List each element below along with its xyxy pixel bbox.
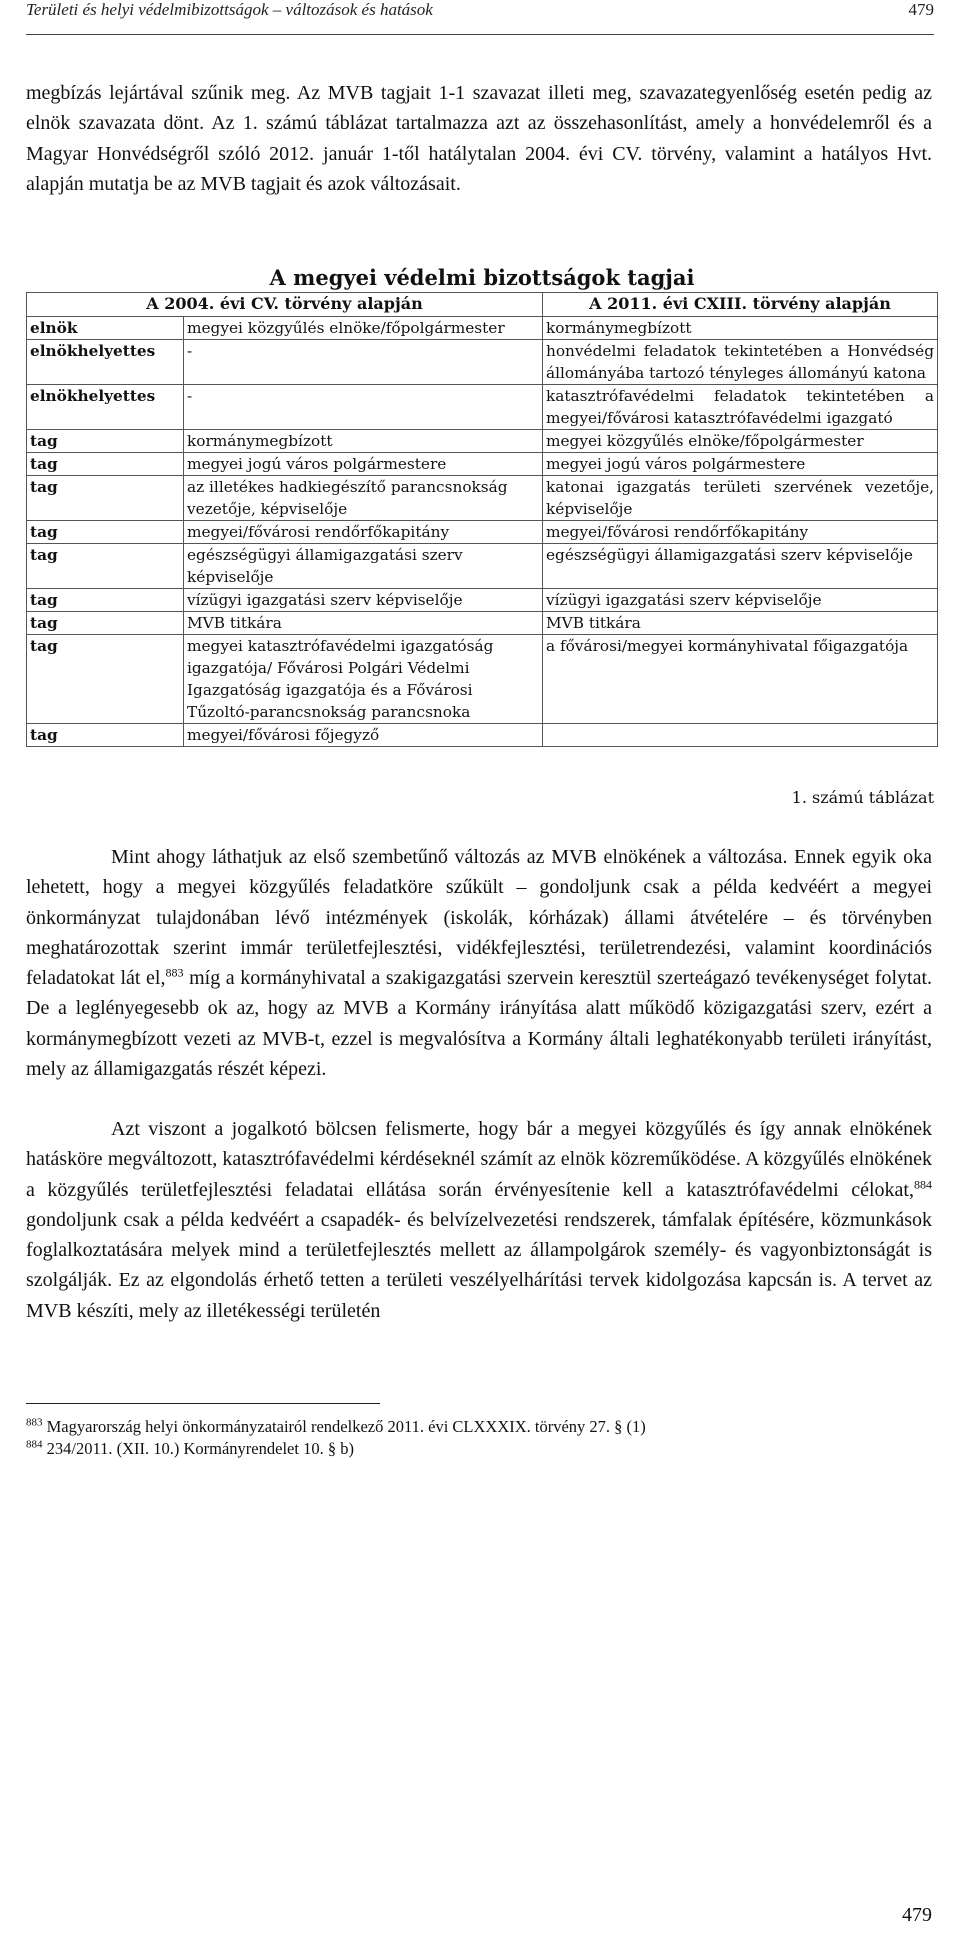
- paragraph-2-text-a: Azt viszont a jogalkotó bölcsen felismerte, hogy bár a megyei közgyűlés és így annak elnökének hatásköre megváltozott, katasztrófavédelmi kérdéseknél számít az elnök közreműködése. A közgyűlés elnökének a közgyűlés területfejlesztési feladatai ellátása során érvényesítenie kell a katasztrófavédelmi célokat,: [26, 1118, 932, 1201]
- cell-old: megyei közgyűlés elnöke/főpolgármester: [184, 317, 543, 340]
- footnote-text: Magyarország helyi önkormányzatairól rendelkező 2011. évi CLXXXIX. törvény 27. § (1): [46, 1417, 646, 1436]
- table-row: [27, 385, 938, 430]
- footnote-884: [26, 1438, 354, 1460]
- cell-new: megyei közgyűlés elnöke/főpolgármester: [543, 430, 938, 453]
- table-row: [27, 544, 938, 589]
- cell-new: egészségügyi államigazgatási szerv képviselője: [543, 544, 938, 589]
- cell-old: megyei/fővárosi rendőrfőkapitány: [184, 521, 543, 544]
- table-row: [27, 589, 938, 612]
- footnote-separator: [26, 1403, 380, 1404]
- table-row: [27, 612, 938, 635]
- footnote-ref-883[interactable]: 883: [165, 965, 184, 980]
- column-header-2011: A 2011. évi CXIII. törvény alapján: [543, 293, 938, 317]
- paragraph-1-text-b: míg a kormányhivatal a szakigazgatási szervein keresztül szerteágazó tevékenységet folytat. De a leglényegesebb ok az, hogy az MVB a Kormány irányítása alatt működő közigazgatási szerv, ezért a kormánymegbízott vezeti az MVB-t, ezzel is megvalósítva a Kormány általi leghatékonyabb területi irányítást, mely az államigazgatás részét képezi.: [26, 967, 933, 1081]
- cell-new: vízügyi igazgatási szerv képviselője: [543, 589, 938, 612]
- table-body: [27, 317, 938, 747]
- cell-new: katasztrófavédelmi feladatok tekintetében a megyei/fővárosi katasztrófavédelmi igazgató: [543, 385, 938, 430]
- column-header-2004: A 2004. évi CV. törvény alapján: [27, 293, 543, 317]
- cell-old: -: [184, 340, 543, 385]
- cell-old: -: [184, 385, 543, 430]
- cell-new: megyei/fővárosi rendőrfőkapitány: [543, 521, 938, 544]
- cell-old: kormánymegbízott: [184, 430, 543, 453]
- table-row: [27, 317, 938, 340]
- cell-role: tag: [27, 589, 184, 612]
- cell-role: tag: [27, 544, 184, 589]
- footnote-text: 234/2011. (XII. 10.) Kormányrendelet 10. § b): [46, 1439, 354, 1458]
- cell-old: megyei jogú város polgármestere: [184, 453, 543, 476]
- intro-paragraph: megbízás lejártával szűnik meg. Az MVB tagjait 1-1 szavazat illeti meg, szavazategyenlőség esetén pedig az elnök szavazata dönt. Az 1. számú táblázat tartalmazza azt az összehasonlítást, amely a honvédelemről és a Magyar Honvédségről szóló 2012. január 1-től hatálytalan 2004. évi CV. törvény, valamint a hatályos Hvt. alapján mutatja be az MVB tagjait és azok változásait.: [26, 82, 932, 195]
- running-header: [26, 0, 934, 26]
- running-header-title: Területi és helyi védelmibizottságok – változások és hatások: [26, 0, 433, 19]
- cell-role: tag: [27, 521, 184, 544]
- header-rule: [26, 34, 934, 35]
- cell-role: tag: [27, 476, 184, 521]
- paragraph-2-text-b: gondoljunk csak a példa kedvéért a csapadék- és belvízelvezetési rendszerek, támfalak építésére, közmunkások foglalkoztatására melyek mind a területfejlesztés mellett az állampolgárok személy- és vagyonbiztonságát is szolgálják. Ez az elgondolás érhető tetten a területi veszélyelhárítási tervek kidolgozása kapcsán is. A tervet az MVB készíti, mely az illetékességi területén: [26, 1208, 932, 1322]
- cell-role: tag: [27, 612, 184, 635]
- table-title: A megyei védelmi bizottságok tagjai: [269, 265, 695, 290]
- cell-role: tag: [27, 635, 184, 724]
- cell-new: megyei jogú város polgármestere: [543, 453, 938, 476]
- paragraph-1-text-a: Mint ahogy láthatjuk az első szembetűnő változás az MVB elnökének a változása. Ennek egyik oka lehetett, hogy a megyei közgyűlés feladatköre szűkült – gondoljunk csak a példa kedvéért a megyei önkormányzat tulajdonában lévő intézmények (iskolák, kórházak) állami átvételére – és törvényben meghatározottak szerint immár területfejlesztési, vidékfejlesztési, területrendezési, valamint koordinációs feladatokat lát el,: [26, 846, 932, 990]
- table-row: [27, 340, 938, 385]
- table-row: [27, 724, 938, 747]
- footnote-number: 884: [26, 1438, 43, 1451]
- footnote-number: 883: [26, 1416, 43, 1429]
- cell-role: tag: [27, 724, 184, 747]
- table-caption: 1. számú táblázat: [791, 788, 934, 807]
- members-table-figure: [26, 265, 938, 807]
- cell-new: kormánymegbízott: [543, 317, 938, 340]
- cell-role: elnök: [27, 317, 184, 340]
- cell-role: tag: [27, 430, 184, 453]
- cell-role: tag: [27, 453, 184, 476]
- cell-role: elnökhelyettes: [27, 340, 184, 385]
- cell-new: a fővárosi/megyei kormányhivatal főigazgatója: [543, 635, 938, 724]
- cell-new: katonai igazgatás területi szervének vezetője, képviselője: [543, 476, 938, 521]
- cell-old: megyei katasztrófavédelmi igazgatóság igazgatója/ Fővárosi Polgári Védelmi Igazgatóság igazgatója és a Fővárosi Tűzoltó-parancsnokság parancsnoka: [184, 635, 543, 724]
- cell-old: az illetékes hadkiegészítő parancsnokság vezetője, képviselője: [184, 476, 543, 521]
- cell-old: MVB titkára: [184, 612, 543, 635]
- table-row: [27, 635, 938, 724]
- footnote-883: [26, 1416, 646, 1438]
- page-number-bottom: 479: [902, 1904, 932, 1926]
- cell-old: megyei/fővárosi főjegyző: [184, 724, 543, 747]
- cell-old: vízügyi igazgatási szerv képviselője: [184, 589, 543, 612]
- table-row: [27, 430, 938, 453]
- table-row: [27, 453, 938, 476]
- page-number-top: 479: [908, 0, 934, 19]
- cell-role: elnökhelyettes: [27, 385, 184, 430]
- table-row: [27, 521, 938, 544]
- table-header-row: [27, 293, 938, 317]
- members-table: [26, 292, 938, 747]
- cell-old: egészségügyi államigazgatási szerv képviselője: [184, 544, 543, 589]
- body-paragraph-2: [26, 1114, 932, 1326]
- body-paragraph-1: [26, 842, 932, 1084]
- footnote-ref-884[interactable]: 884: [914, 1176, 932, 1191]
- table-row: [27, 476, 938, 521]
- cell-new: honvédelmi feladatok tekintetében a Honvédség állományába tartozó tényleges állományú katona: [543, 340, 938, 385]
- cell-new: MVB titkára: [543, 612, 938, 635]
- cell-new: [543, 724, 938, 747]
